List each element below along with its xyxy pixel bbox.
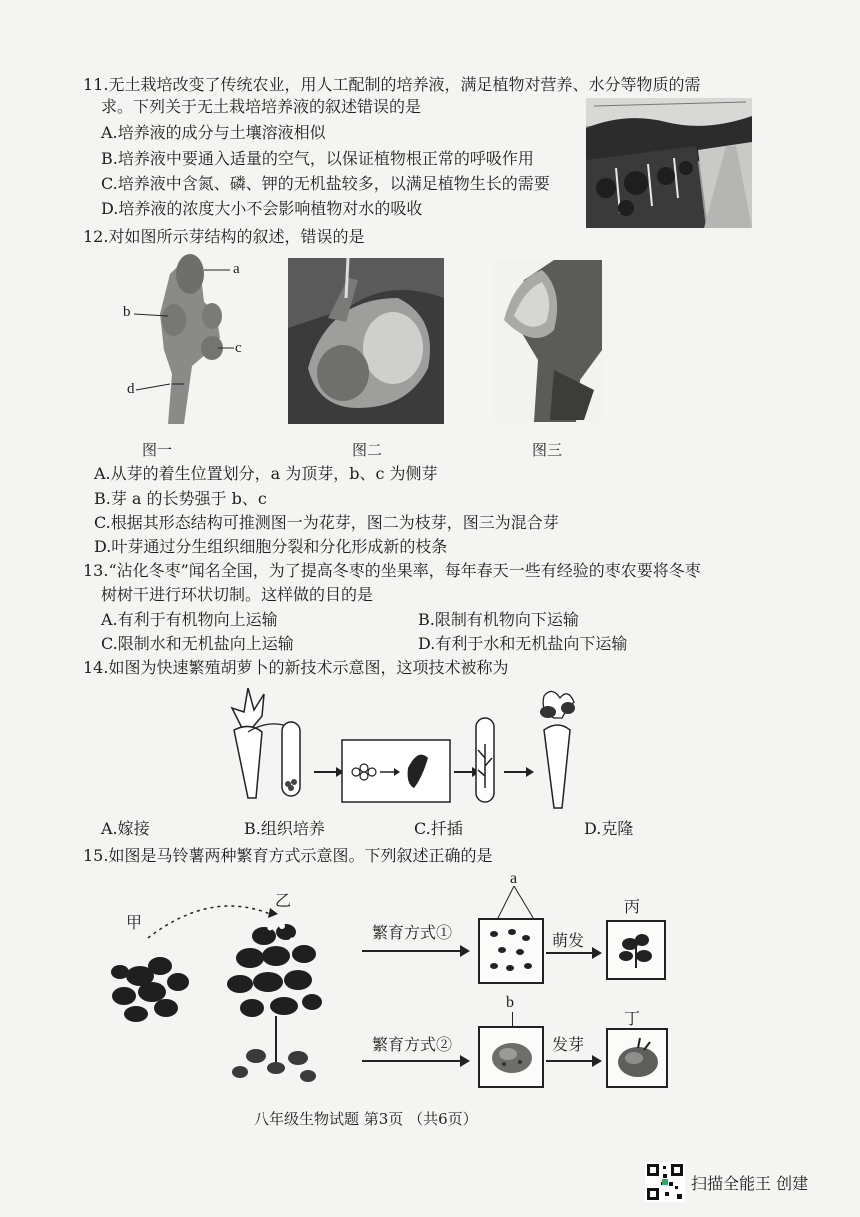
q15-label-a: a — [510, 870, 518, 887]
q15-step1-arrow — [546, 952, 600, 954]
q15-seedling-box — [606, 920, 666, 980]
q13-option-d: D.有利于水和无机盐向下运输 — [418, 634, 628, 653]
q12-label-c: c — [235, 340, 242, 356]
q12-option-b: B.芽 a 的长势强于 b、c — [94, 489, 267, 508]
q11-stem-line2: 求。下列关于无土栽培培养液的叙述错误的是 — [101, 97, 422, 116]
q14-stem: 14.如图为快速繁殖胡萝卜的新技术示意图，这项技术被称为 — [83, 658, 509, 677]
q12-label-b: b — [123, 304, 131, 320]
q12-stem: 12.对如图所示芽结构的叙述，错误的是 — [83, 227, 365, 246]
q11-stem-line1: 11.无土栽培改变了传统农业，用人工配制的培养液，满足植物对营养、水分等物质的需 — [83, 75, 701, 94]
q12-caption-fig3: 图三 — [532, 441, 563, 459]
q15-method2-arrow — [362, 1060, 468, 1062]
q11-greenhouse-photo — [586, 98, 752, 228]
q14-option-b: B.组织培养 — [244, 819, 325, 838]
qr-code-icon — [645, 1162, 685, 1202]
q11-option-c: C.培养液中含氮、磷、钾的无机盐较多，以满足植物生长的需要 — [101, 174, 550, 193]
q11-option-d: D.培养液的浓度大小不会影响植物对水的吸收 — [101, 199, 423, 218]
q14-option-a: A.嫁接 — [101, 819, 150, 838]
q11-option-a: A.培养液的成分与土壤溶液相似 — [101, 123, 326, 142]
q12-option-d: D.叶芽通过分生组织细胞分裂和分化形成新的枝条 — [94, 537, 448, 556]
q15-seeds-box — [478, 918, 544, 984]
q15-label-bing: 丙 — [624, 899, 641, 916]
q11-option-b: B.培养液中要通入适量的空气，以保证植物根正常的呼吸作用 — [101, 149, 534, 168]
q13-option-b: B.限制有机物向下运输 — [418, 610, 579, 629]
q13-option-a: A.有利于有机物向上运输 — [101, 610, 278, 629]
q12-option-c: C.根据其形态结构可推测图一为花芽，图二为枝芽，图三为混合芽 — [94, 513, 559, 532]
q15-method1-arrow — [362, 950, 468, 952]
q15-tuber-box — [478, 1026, 544, 1088]
q12-caption-fig2: 图二 — [352, 441, 383, 459]
q12-option-a: A.从芽的着生位置划分，a 为顶芽，b、c 为侧芽 — [94, 464, 438, 483]
q15-step1-label: 萌发 — [552, 931, 585, 950]
q15-method1-label: 繁育方式① — [372, 923, 453, 942]
q12-figure2-bud-photo — [288, 258, 444, 424]
q12-figure3-bud-photo — [494, 260, 602, 422]
q15-stem: 15.如图是马铃薯两种繁育方式示意图。下列叙述正确的是 — [83, 846, 493, 865]
q14-option-c: C.扦插 — [414, 819, 463, 838]
q15-label-b: b — [506, 994, 514, 1011]
page-footer: 八年级生物试题 第3页 （共6页） — [254, 1110, 478, 1128]
q15-sprouted-tuber-box — [606, 1028, 668, 1088]
q13-stem-line1: 13.“沾化冬枣”闻名全国，为了提高冬枣的坐果率，每年春天一些有经验的枣农要将冬枣 — [83, 561, 701, 580]
q15-step2-arrow — [546, 1060, 600, 1062]
q15-label-jia: 甲 — [126, 915, 143, 932]
q15-method2-label: 繁育方式② — [372, 1035, 453, 1054]
q14-option-d: D.克隆 — [584, 819, 634, 838]
q15-label-yi: 乙 — [275, 893, 292, 910]
q13-option-c: C.限制水和无机盐向上运输 — [101, 634, 294, 653]
q12-caption-fig1: 图一 — [142, 441, 173, 459]
q15-step2-label: 发芽 — [552, 1035, 585, 1054]
q12-figure1-branch — [120, 254, 250, 426]
q12-label-d: d — [127, 381, 135, 397]
q15-label-ding: 丁 — [624, 1011, 641, 1028]
q14-carrot-tissue-culture-diagram — [222, 688, 592, 812]
q12-label-a: a — [233, 261, 240, 277]
q13-stem-line2: 树树干进行环状切制。这样做的目的是 — [101, 585, 374, 604]
scanner-watermark: 扫描全能王 创建 — [691, 1174, 809, 1193]
q15-potato-plants-illustration — [100, 896, 330, 1092]
